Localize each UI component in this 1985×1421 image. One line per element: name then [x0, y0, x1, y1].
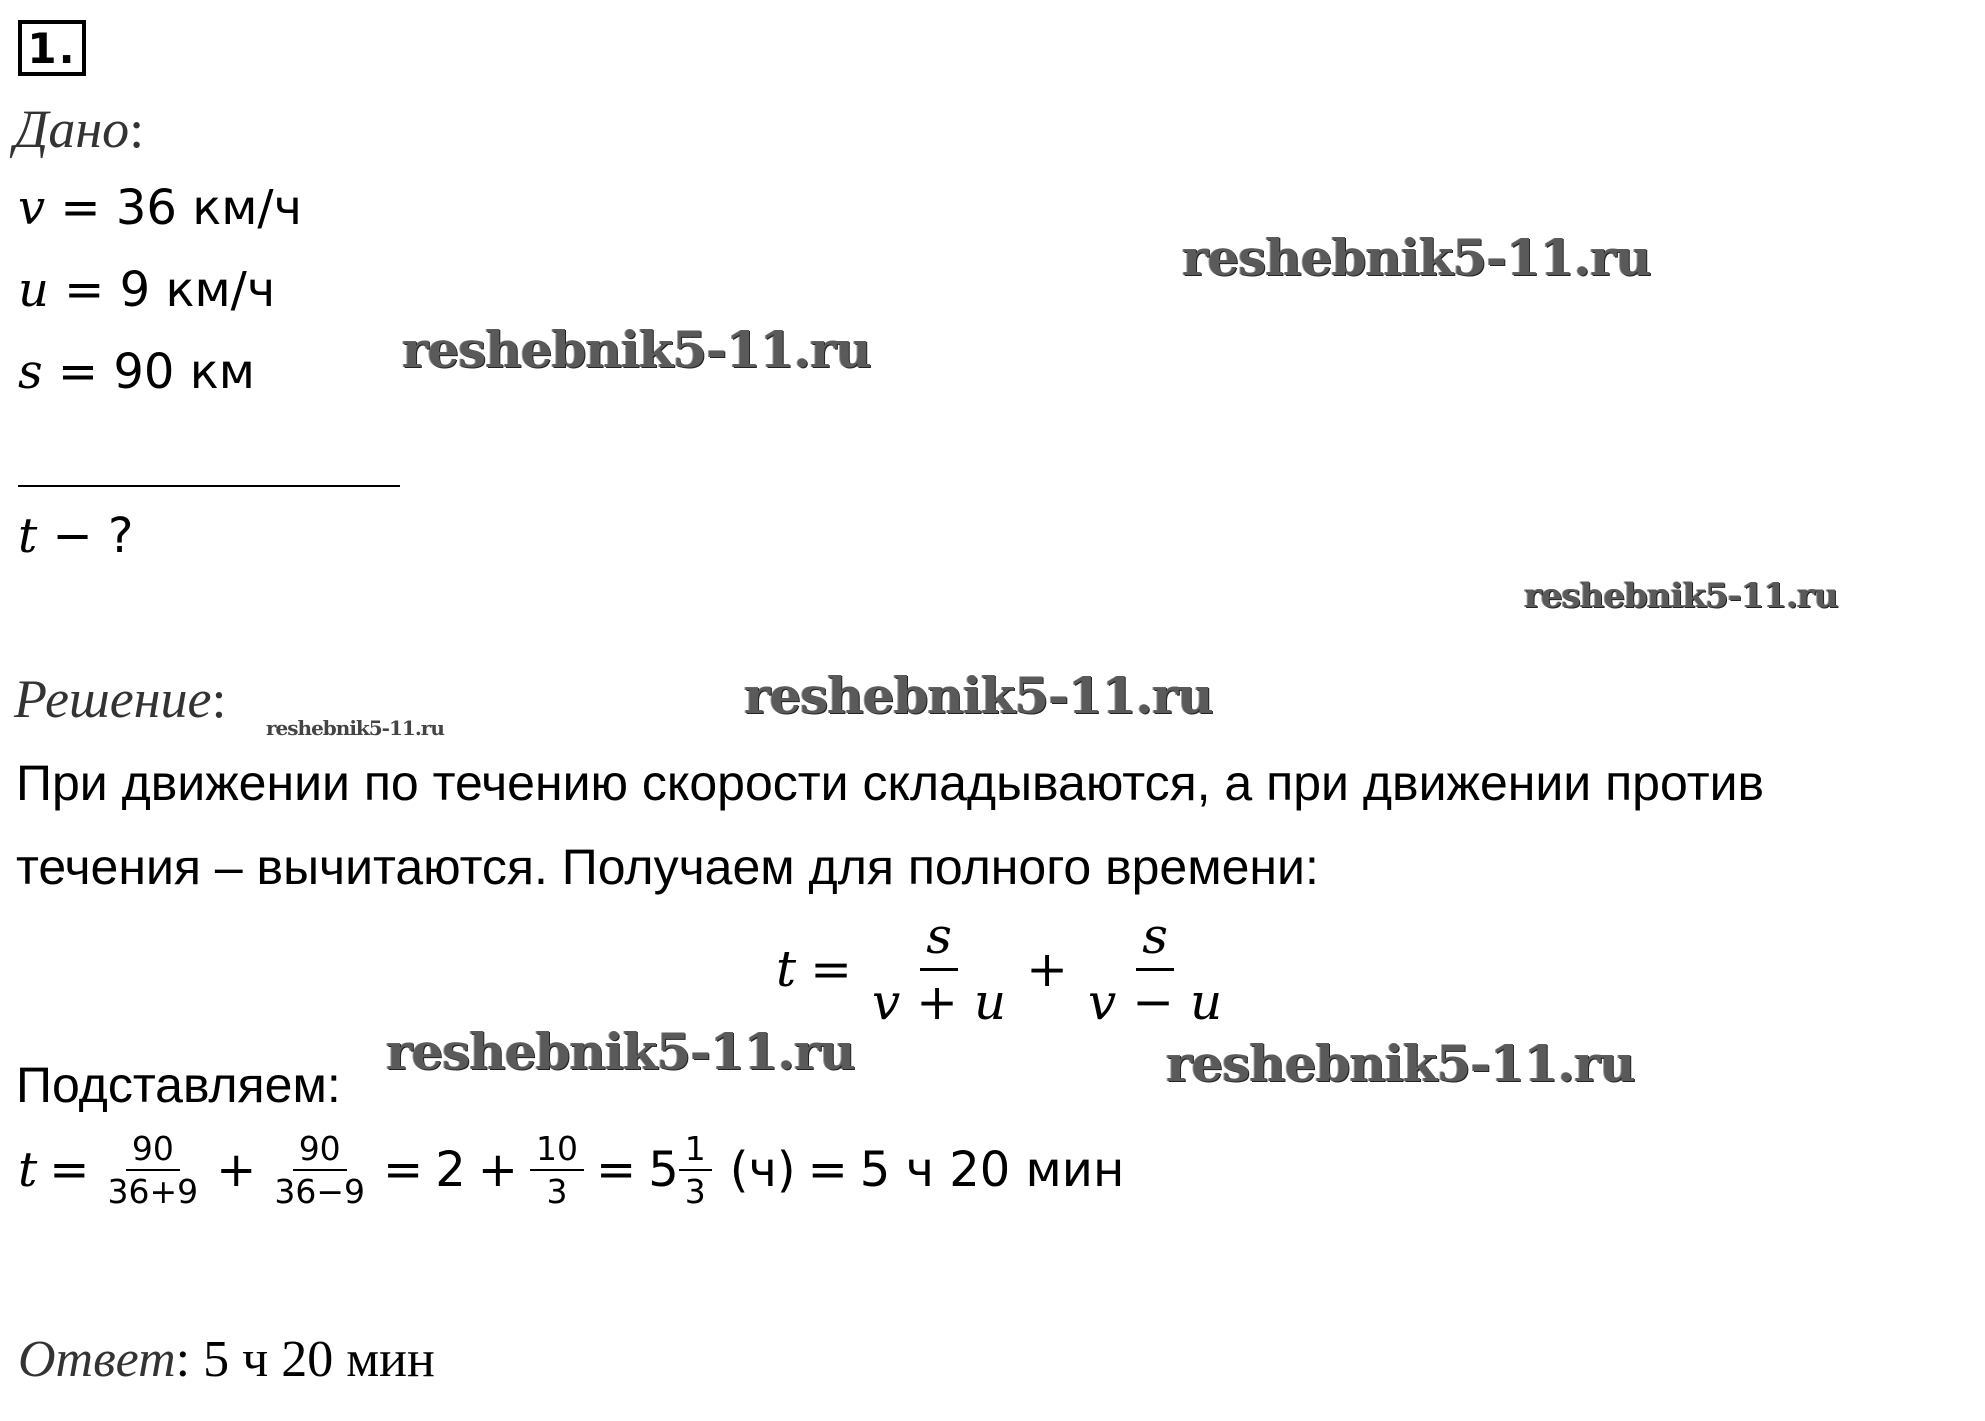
watermark: reshebnik5-11.ru	[1166, 1034, 1635, 1093]
given-label: Дано	[14, 99, 130, 159]
general-formula	[776, 905, 1228, 1033]
given-heading	[14, 98, 144, 160]
given-value-s: = 90 км	[42, 344, 255, 400]
fraction-2-denominator: v − u	[1088, 972, 1223, 1031]
formula-plus: +	[1026, 940, 1069, 998]
watermark: reshebnik5-11.ru	[386, 1022, 855, 1081]
calc-plus-2: +	[477, 1142, 518, 1199]
answer-label: Ответ	[18, 1331, 176, 1388]
calc-fraction-4-denominator: 3	[684, 1172, 706, 1212]
var-v: v	[18, 180, 46, 236]
calc-fraction-3	[530, 1128, 584, 1213]
solution-text-line-2: течения – вычитаются. Получаем для полного времени:	[16, 839, 1319, 895]
calc-equals-4: =	[807, 1142, 848, 1199]
problem-number: 1.	[18, 20, 86, 76]
calc-equals-3: =	[596, 1142, 637, 1199]
calc-result: 5 ч 20 мин	[859, 1142, 1125, 1199]
find-line	[18, 508, 134, 564]
calc-plus-1: +	[216, 1142, 257, 1199]
formula-equals: =	[810, 940, 852, 998]
calc-fraction-3-numerator: 10	[530, 1128, 584, 1171]
given-item-s	[18, 344, 255, 400]
formula-fraction-1	[866, 905, 1012, 1033]
answer-label-colon: :	[175, 1331, 191, 1388]
calc-equals-1: =	[49, 1142, 90, 1199]
given-label-colon: :	[129, 99, 145, 159]
watermark: reshebnik5-11.ru	[402, 320, 871, 379]
calc-fraction-4	[679, 1128, 712, 1213]
fraction-1-denominator: v + u	[872, 972, 1007, 1031]
calc-fraction-1-denominator: 36+9	[107, 1172, 199, 1212]
formula-fraction-2	[1082, 905, 1228, 1033]
calc-whole-part: 5	[648, 1142, 679, 1199]
formula-lhs: t	[776, 940, 797, 998]
calc-equals-2: =	[383, 1142, 424, 1199]
substitute-label: Подставляем:	[16, 1057, 341, 1113]
given-item-v	[18, 180, 302, 236]
calc-fraction-2-numerator: 90	[293, 1128, 347, 1171]
answer-value: 5 ч 20 мин	[190, 1331, 435, 1388]
solution-text-line-1: При движении по течению скорости складываются, а при движении против	[16, 755, 1765, 811]
var-u: u	[18, 262, 49, 318]
solution-label-colon: :	[211, 669, 227, 729]
calculation-line	[18, 1128, 1124, 1213]
watermark: reshebnik5-11.ru	[1182, 228, 1651, 287]
fraction-1-numerator: s	[920, 905, 958, 971]
given-value-v: = 36 км/ч	[45, 180, 302, 236]
calc-fraction-1	[102, 1128, 205, 1213]
fraction-2-numerator: s	[1136, 905, 1174, 971]
calc-fraction-2-denominator: 36−9	[274, 1172, 366, 1212]
calc-fraction-1-numerator: 90	[126, 1128, 180, 1171]
find-question: − ?	[37, 508, 134, 564]
calc-fraction-4-numerator: 1	[679, 1128, 712, 1171]
var-t: t	[18, 508, 38, 564]
calc-lhs: t	[18, 1142, 38, 1199]
calc-two: 2	[435, 1142, 466, 1199]
solution-heading	[14, 668, 227, 730]
solution-label: Решение	[14, 669, 212, 729]
var-s: s	[18, 344, 43, 400]
watermark: reshebnik5-11.ru	[744, 666, 1213, 725]
watermark: reshebnik5-11.ru	[266, 716, 444, 740]
watermark: reshebnik5-11.ru	[1524, 576, 1838, 616]
given-item-u	[18, 262, 275, 318]
given-value-u: = 9 км/ч	[48, 262, 276, 318]
calc-unit: (ч)	[729, 1142, 796, 1199]
calc-fraction-2	[268, 1128, 371, 1213]
answer-line	[18, 1330, 435, 1389]
given-divider	[18, 485, 400, 487]
calc-fraction-3-denominator: 3	[546, 1172, 568, 1212]
